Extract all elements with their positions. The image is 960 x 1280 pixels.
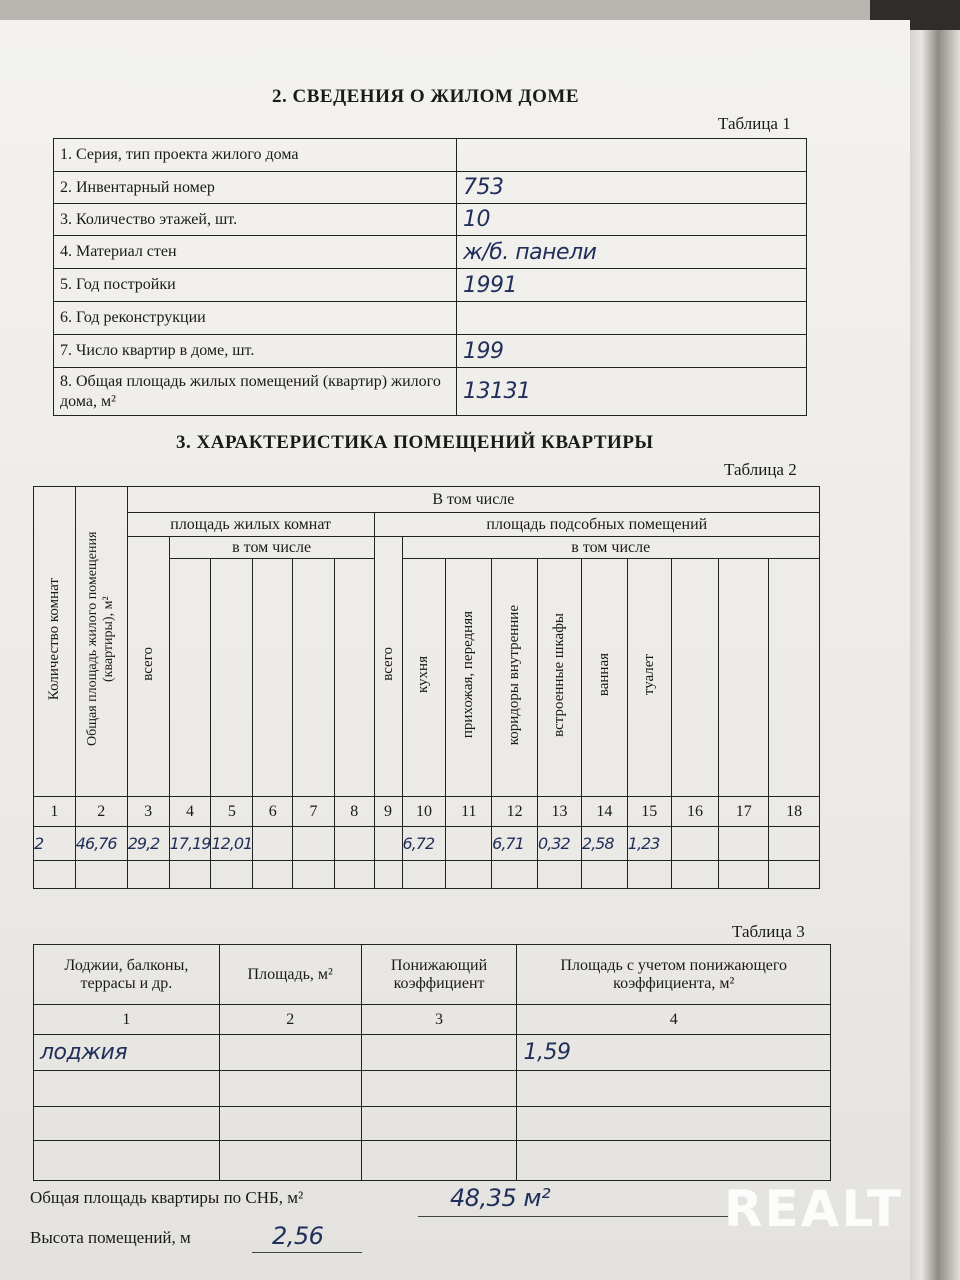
col-number: 3	[127, 797, 169, 827]
table3-number-row	[34, 1005, 831, 1035]
col-number: 15	[627, 797, 671, 827]
total-area-label: Общая площадь квартиры по СНБ, м²	[30, 1188, 304, 1207]
col-header-blank	[293, 559, 335, 797]
table1-label-cell: 6. Год реконструкции	[54, 302, 457, 335]
table3-cell	[219, 1107, 361, 1141]
col-header-blank	[253, 559, 293, 797]
col-number: 13	[538, 797, 582, 827]
ceiling-height-label: Высота помещений, м	[30, 1228, 191, 1247]
table1-value-cell: 753	[457, 172, 807, 204]
table3-cell	[34, 1071, 220, 1107]
table1-label-cell: 5. Год постройки	[54, 269, 457, 302]
col-number: 1	[34, 797, 76, 827]
table2-data-row	[34, 827, 820, 861]
group-in-total: В том числе	[127, 487, 819, 513]
table3-label: Таблица 3	[732, 922, 805, 941]
col-header-blank	[769, 559, 820, 797]
table1	[53, 138, 807, 416]
table3-cell	[219, 1071, 361, 1107]
table1-row	[54, 204, 807, 236]
table1-value-cell: 199	[457, 335, 807, 368]
col-header-blank	[211, 559, 253, 797]
table1-label-cell: 7. Число квартир в доме, шт.	[54, 335, 457, 368]
section3-heading: 3. ХАРАКТЕРИСТИКА ПОМЕЩЕНИЙ КВАРТИРЫ	[176, 432, 654, 453]
table3	[33, 944, 831, 1181]
table1-value-cell: ж/б. панели	[457, 236, 807, 269]
table3-cell	[517, 1071, 831, 1107]
table1-value-cell: 10	[457, 204, 807, 236]
table2-cell: 6,71	[492, 827, 538, 861]
table1-value-cell: 13131	[457, 368, 807, 416]
col-header-blank	[719, 559, 769, 797]
table3-cell	[517, 1107, 831, 1141]
col-number: 11	[446, 797, 492, 827]
table2-cell	[253, 827, 293, 861]
col-number: 12	[492, 797, 538, 827]
table1-row	[54, 368, 807, 416]
col-header-kitchen: кухня	[402, 559, 446, 797]
col-number: 4	[517, 1005, 831, 1035]
table3-header: Площадь с учетом понижающего коэффициента, м²	[517, 945, 831, 1005]
col-number: 2	[75, 797, 127, 827]
table1-label-cell: 4. Материал стен	[54, 236, 457, 269]
section2-heading: 2. СВЕДЕНИЯ О ЖИЛОМ ДОМЕ	[272, 86, 580, 107]
table2-cell	[769, 827, 820, 861]
table2-cell: 12,01	[211, 827, 253, 861]
table3-header: Понижающий коэффициент	[361, 945, 517, 1005]
table2-empty-row	[34, 861, 820, 889]
col-header-rooms: Количество комнат	[34, 487, 76, 797]
col-header-blank	[334, 559, 374, 797]
col-number-row	[34, 797, 820, 827]
table1-value-cell: 1991	[457, 269, 807, 302]
col-header-bathroom: ванная	[581, 559, 627, 797]
table1-row	[54, 236, 807, 269]
table2-cell: 29,2	[127, 827, 169, 861]
table3-cell	[517, 1141, 831, 1181]
group-living-rooms: площадь жилых комнат	[127, 513, 374, 537]
table3-row	[34, 1107, 831, 1141]
col-header-toilet: туалет	[627, 559, 671, 797]
table2-cell: 1,23	[627, 827, 671, 861]
table2-cell: 2	[34, 827, 76, 861]
table1-row	[54, 302, 807, 335]
table3-cell	[219, 1141, 361, 1181]
table1-label-cell: 8. Общая площадь жилых помещений (квартир) жилого дома, м²	[54, 368, 457, 416]
table1-label-cell: 2. Инвентарный номер	[54, 172, 457, 204]
col-number: 4	[169, 797, 211, 827]
table3-cell: лоджия	[34, 1035, 220, 1071]
col-number: 3	[361, 1005, 517, 1035]
col-header-living-total: всего	[127, 537, 169, 797]
col-header-blank	[169, 559, 211, 797]
col-number: 9	[374, 797, 402, 827]
group-aux-rooms: площадь подсобных помещений	[374, 513, 819, 537]
col-number: 1	[34, 1005, 220, 1035]
total-area-underline	[418, 1216, 728, 1217]
table2-cell	[293, 827, 335, 861]
table2-cell	[334, 827, 374, 861]
table1-value-cell	[457, 302, 807, 335]
table1-label-cell: 1. Серия, тип проекта жилого дома	[54, 139, 457, 172]
table2-cell: 17,19	[169, 827, 211, 861]
col-header-blank	[671, 559, 719, 797]
col-number: 17	[719, 797, 769, 827]
col-header-corridors: коридоры внутренние	[492, 559, 538, 797]
col-number: 18	[769, 797, 820, 827]
table3-header-row	[34, 945, 831, 1005]
col-number: 2	[219, 1005, 361, 1035]
table3-cell	[361, 1035, 517, 1071]
table2-cell: 46,76	[75, 827, 127, 861]
table3-cell	[219, 1035, 361, 1071]
col-number: 8	[334, 797, 374, 827]
realt-watermark: REALT	[724, 1180, 904, 1238]
col-number: 10	[402, 797, 446, 827]
col-number: 14	[581, 797, 627, 827]
sub-in-total-aux: в том числе	[402, 537, 820, 559]
col-number: 7	[293, 797, 335, 827]
table1-label: Таблица 1	[718, 114, 791, 133]
table2-cell: 0,32	[538, 827, 582, 861]
ceiling-height-value: 2,56	[272, 1222, 324, 1250]
table2	[33, 486, 820, 889]
table3-row	[34, 1141, 831, 1181]
col-header-hallway: прихожая, передняя	[446, 559, 492, 797]
table2-label: Таблица 2	[724, 460, 797, 479]
col-header-aux-total: всего	[374, 537, 402, 797]
table3-cell	[34, 1141, 220, 1181]
table3-row	[34, 1071, 831, 1107]
col-number: 16	[671, 797, 719, 827]
table1-row	[54, 269, 807, 302]
table1-row	[54, 172, 807, 204]
table1-row	[54, 335, 807, 368]
table3-cell: 1,59	[517, 1035, 831, 1071]
table1-row	[54, 139, 807, 172]
table2-cell	[671, 827, 719, 861]
col-number: 5	[211, 797, 253, 827]
col-number: 6	[253, 797, 293, 827]
ceiling-height-underline	[252, 1252, 362, 1253]
total-area-value: 48,35 м²	[450, 1184, 551, 1212]
table3-cell	[361, 1107, 517, 1141]
table3-cell	[34, 1107, 220, 1141]
table1-value-cell	[457, 139, 807, 172]
table1-label-cell: 3. Количество этажей, шт.	[54, 204, 457, 236]
sub-in-total-living: в том числе	[169, 537, 374, 559]
col-header-total-area: Общая площадь жилого помещения (квартиры), м²	[75, 487, 127, 797]
table2-cell	[446, 827, 492, 861]
table2-cell: 6,72	[402, 827, 446, 861]
table3-cell	[361, 1071, 517, 1107]
col-header-closets: встроенные шкафы	[538, 559, 582, 797]
table2-cell: 2,58	[581, 827, 627, 861]
table2-cell	[374, 827, 402, 861]
table2-cell	[719, 827, 769, 861]
document-page	[0, 20, 910, 1280]
table3-row	[34, 1035, 831, 1071]
table3-header: Площадь, м²	[219, 945, 361, 1005]
table3-header: Лоджии, балконы, террасы и др.	[34, 945, 220, 1005]
table3-cell	[361, 1141, 517, 1181]
page-stack-edge	[905, 30, 960, 1280]
